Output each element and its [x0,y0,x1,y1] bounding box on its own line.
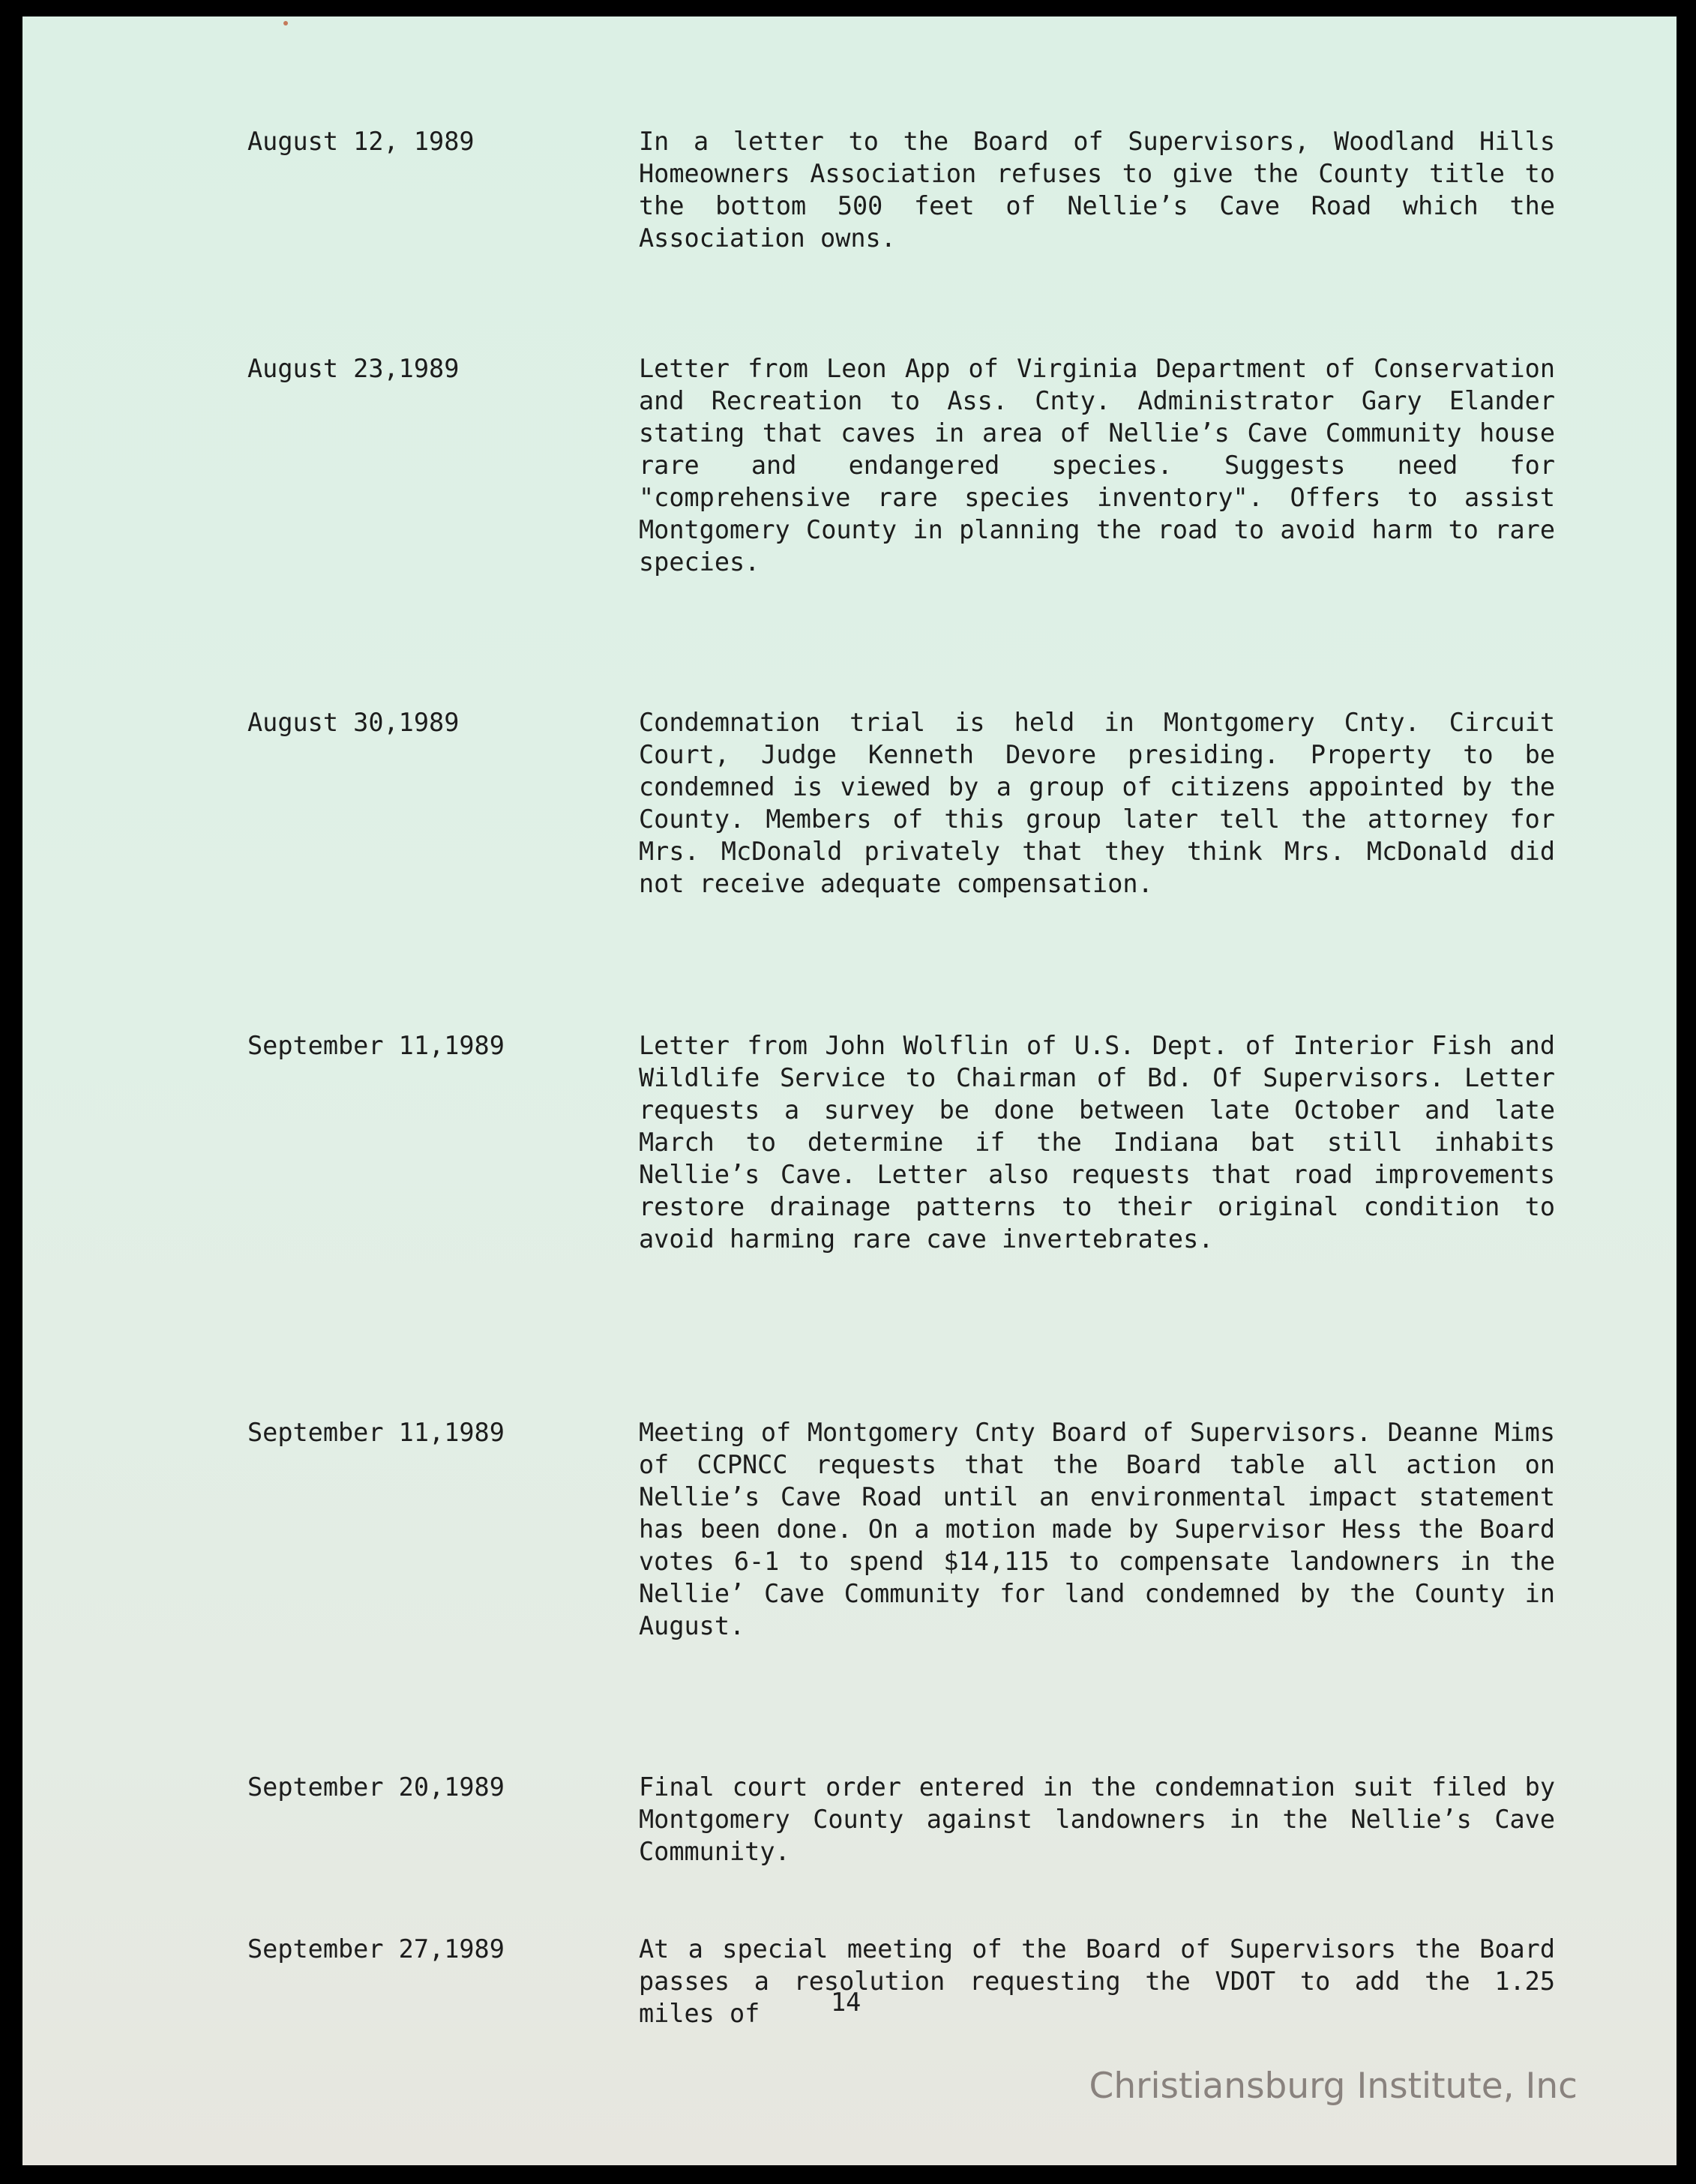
entry-date: August 12, 1989 [247,127,475,156]
entry-date: September 27,1989 [247,1934,505,1964]
entry-text: Final court order entered in the condemnation suit filed by Montgomery County against landowners in the Nellie’s Cave Community. [639,1772,1555,1866]
scan-mark [283,21,288,25]
entry-text: Letter from John Wolflin of U.S. Dept. of Interior Fish and Wildlife Service to Chairman of Bd. Of Supervisors. Letter requests a survey be done between late October and late March to determine if the Indiana bat still inhabits Nellie’s Cave. Letter also requests that road improvements restore drainage patterns to their original condition to avoid harming rare cave invertebrates. [639,1031,1555,1254]
entry-text: At a special meeting of the Board of Supervisors the Board passes a resolution requesting the VDOT to add the 1.25 miles of [639,1934,1555,2028]
entry-text: Letter from Leon App of Virginia Department of Conservation and Recreation to Ass. Cnty. Administrator Gary Elander stating that caves in area of Nellie’s Cave Community house rare and endangered species. Suggests need for "comprehensive rare species inventory". Offers to assist Montgomery County in planning the road to avoid harm to rare species. [639,354,1555,577]
entry-text: Condemnation trial is held in Montgomery Cnty. Circuit Court, Judge Kenneth Devore presiding. Property to be condemned is viewed by a group of citizens appointed by the County. Members of this group later tell the attorney for Mrs. McDonald privately that they think Mrs. McDonald did not receive adequate compensation. [639,708,1555,898]
entry-date: September 20,1989 [247,1772,505,1802]
entry-date: September 11,1989 [247,1031,505,1060]
watermark: Christiansburg Institute, Inc [1089,2066,1578,2107]
entry-text: Meeting of Montgomery Cnty Board of Supervisors. Deanne Mims of CCPNCC requests that the Board table all action on Nellie’s Cave Road until an environmental impact statement has been done. On a motion made by Supervisor Hess the Board votes 6-1 to spend $14,115 to compensate landowners in the Nellie’ Cave Community for land condemned by the County in August. [639,1418,1555,1640]
entry-date: September 11,1989 [247,1418,505,1447]
entry-date: August 30,1989 [247,708,460,737]
entry-text: In a letter to the Board of Supervisors, Woodland Hills Homeowners Association refuses to give the County title to the bottom 500 feet of Nellie’s Cave Road which the Association owns. [639,127,1555,253]
document-page [22,16,1677,2165]
page-number: 14 [831,1988,861,2017]
entry-date: August 23,1989 [247,354,460,383]
